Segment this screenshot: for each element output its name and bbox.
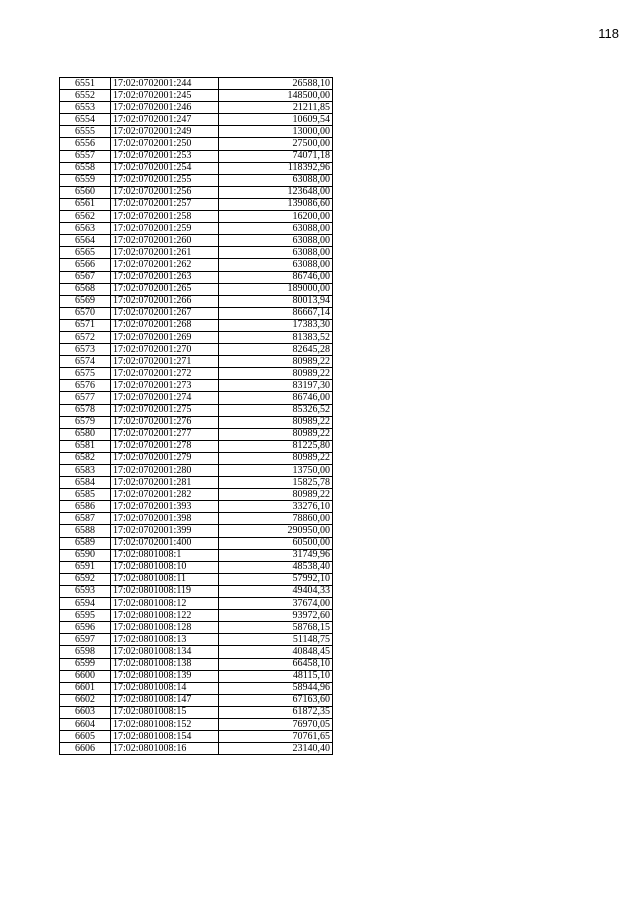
cadastral-value-cell: 31749,96	[219, 549, 333, 561]
cadastral-value-cell: 139086,60	[219, 198, 333, 210]
cadastral-value-cell: 78860,00	[219, 513, 333, 525]
cadastral-number-cell: 17:02:0801008:10	[111, 561, 219, 573]
cadastral-value-cell: 63088,00	[219, 259, 333, 271]
table-row	[60, 428, 333, 440]
cadastral-number-cell: 17:02:0702001:265	[111, 283, 219, 295]
table-row	[60, 549, 333, 561]
table-row	[60, 259, 333, 271]
cadastral-number-cell: 17:02:0801008:119	[111, 585, 219, 597]
cadastral-value-cell: 86667,14	[219, 307, 333, 319]
cadastral-value-table	[59, 77, 333, 755]
table-row	[60, 90, 333, 102]
table-row	[60, 489, 333, 501]
cadastral-number-cell: 17:02:0702001:266	[111, 295, 219, 307]
table-row	[60, 525, 333, 537]
cadastral-value-cell: 58768,15	[219, 622, 333, 634]
cadastral-value-cell: 48538,40	[219, 561, 333, 573]
cadastral-number-cell: 17:02:0801008:152	[111, 718, 219, 730]
table-row	[60, 150, 333, 162]
cadastral-value-cell: 80989,22	[219, 489, 333, 501]
row-number-cell: 6598	[60, 646, 111, 658]
cadastral-value-cell: 63088,00	[219, 174, 333, 186]
cadastral-number-cell: 17:02:0702001:272	[111, 368, 219, 380]
table-row	[60, 247, 333, 259]
table-row	[60, 138, 333, 150]
row-number-cell: 6605	[60, 731, 111, 743]
cadastral-number-cell: 17:02:0702001:247	[111, 114, 219, 126]
cadastral-number-cell: 17:02:0801008:14	[111, 682, 219, 694]
cadastral-value-cell: 13000,00	[219, 126, 333, 138]
cadastral-number-cell: 17:02:0702001:273	[111, 380, 219, 392]
row-number-cell: 6579	[60, 416, 111, 428]
row-number-cell: 6568	[60, 283, 111, 295]
row-number-cell: 6587	[60, 513, 111, 525]
cadastral-value-cell: 33276,10	[219, 501, 333, 513]
table-row	[60, 501, 333, 513]
cadastral-value-cell: 63088,00	[219, 223, 333, 235]
cadastral-value-cell: 80989,22	[219, 416, 333, 428]
cadastral-value-cell: 148500,00	[219, 90, 333, 102]
cadastral-value-cell: 81225,80	[219, 440, 333, 452]
cadastral-number-cell: 17:02:0702001:258	[111, 211, 219, 223]
cadastral-number-cell: 17:02:0702001:260	[111, 235, 219, 247]
cadastral-number-cell: 17:02:0702001:282	[111, 489, 219, 501]
table-row	[60, 223, 333, 235]
cadastral-number-cell: 17:02:0702001:256	[111, 186, 219, 198]
cadastral-number-cell: 17:02:0702001:250	[111, 138, 219, 150]
cadastral-value-cell: 93972,60	[219, 610, 333, 622]
row-number-cell: 6601	[60, 682, 111, 694]
table-row	[60, 440, 333, 452]
row-number-cell: 6595	[60, 610, 111, 622]
row-number-cell: 6558	[60, 162, 111, 174]
cadastral-number-cell: 17:02:0801008:128	[111, 622, 219, 634]
row-number-cell: 6571	[60, 319, 111, 331]
cadastral-value-cell: 10609,54	[219, 114, 333, 126]
cadastral-value-cell: 23140,40	[219, 743, 333, 755]
table-row	[60, 670, 333, 682]
row-number-cell: 6557	[60, 150, 111, 162]
row-number-cell: 6565	[60, 247, 111, 259]
cadastral-number-cell: 17:02:0801008:11	[111, 573, 219, 585]
cadastral-number-cell: 17:02:0702001:399	[111, 525, 219, 537]
row-number-cell: 6592	[60, 573, 111, 585]
table-row	[60, 235, 333, 247]
cadastral-value-cell: 82645,28	[219, 344, 333, 356]
row-number-cell: 6574	[60, 356, 111, 368]
row-number-cell: 6569	[60, 295, 111, 307]
table-row	[60, 392, 333, 404]
row-number-cell: 6554	[60, 114, 111, 126]
cadastral-number-cell: 17:02:0702001:280	[111, 465, 219, 477]
cadastral-value-cell: 48115,10	[219, 670, 333, 682]
table-row	[60, 694, 333, 706]
table-row	[60, 319, 333, 331]
table-row	[60, 743, 333, 755]
cadastral-value-cell: 80989,22	[219, 356, 333, 368]
cadastral-number-cell: 17:02:0702001:281	[111, 477, 219, 489]
cadastral-number-cell: 17:02:0702001:255	[111, 174, 219, 186]
cadastral-value-cell: 57992,10	[219, 573, 333, 585]
table-row	[60, 380, 333, 392]
table-row	[60, 416, 333, 428]
row-number-cell: 6552	[60, 90, 111, 102]
cadastral-value-cell: 80989,22	[219, 452, 333, 464]
cadastral-number-cell: 17:02:0702001:393	[111, 501, 219, 513]
row-number-cell: 6591	[60, 561, 111, 573]
row-number-cell: 6588	[60, 525, 111, 537]
cadastral-value-cell: 66458,10	[219, 658, 333, 670]
row-number-cell: 6578	[60, 404, 111, 416]
cadastral-value-cell: 40848,45	[219, 646, 333, 658]
table-body	[60, 78, 333, 755]
table-row	[60, 622, 333, 634]
cadastral-number-cell: 17:02:0702001:246	[111, 102, 219, 114]
row-number-cell: 6551	[60, 78, 111, 90]
cadastral-value-cell: 13750,00	[219, 465, 333, 477]
row-number-cell: 6573	[60, 344, 111, 356]
table-row	[60, 331, 333, 343]
cadastral-number-cell: 17:02:0702001:278	[111, 440, 219, 452]
table-row	[60, 465, 333, 477]
cadastral-number-cell: 17:02:0702001:245	[111, 90, 219, 102]
cadastral-number-cell: 17:02:0801008:15	[111, 706, 219, 718]
cadastral-value-cell: 189000,00	[219, 283, 333, 295]
cadastral-value-cell: 16200,00	[219, 211, 333, 223]
cadastral-number-cell: 17:02:0702001:269	[111, 331, 219, 343]
cadastral-number-cell: 17:02:0801008:154	[111, 731, 219, 743]
row-number-cell: 6594	[60, 598, 111, 610]
cadastral-number-cell: 17:02:0702001:398	[111, 513, 219, 525]
row-number-cell: 6576	[60, 380, 111, 392]
table-row	[60, 198, 333, 210]
row-number-cell: 6561	[60, 198, 111, 210]
table-row	[60, 658, 333, 670]
cadastral-number-cell: 17:02:0801008:13	[111, 634, 219, 646]
cadastral-number-cell: 17:02:0702001:244	[111, 78, 219, 90]
table-row	[60, 513, 333, 525]
table-row	[60, 211, 333, 223]
cadastral-number-cell: 17:02:0801008:139	[111, 670, 219, 682]
cadastral-number-cell: 17:02:0801008:138	[111, 658, 219, 670]
cadastral-number-cell: 17:02:0702001:267	[111, 307, 219, 319]
cadastral-number-cell: 17:02:0801008:122	[111, 610, 219, 622]
row-number-cell: 6604	[60, 718, 111, 730]
table-row	[60, 344, 333, 356]
cadastral-value-cell: 63088,00	[219, 247, 333, 259]
cadastral-value-cell: 17383,30	[219, 319, 333, 331]
cadastral-number-cell: 17:02:0702001:261	[111, 247, 219, 259]
cadastral-value-cell: 86746,00	[219, 392, 333, 404]
table-row	[60, 477, 333, 489]
row-number-cell: 6596	[60, 622, 111, 634]
row-number-cell: 6581	[60, 440, 111, 452]
table-row	[60, 368, 333, 380]
cadastral-value-cell: 74071,18	[219, 150, 333, 162]
cadastral-value-cell: 80013,94	[219, 295, 333, 307]
row-number-cell: 6562	[60, 211, 111, 223]
row-number-cell: 6567	[60, 271, 111, 283]
cadastral-value-cell: 27500,00	[219, 138, 333, 150]
cadastral-value-cell: 80989,22	[219, 428, 333, 440]
table-row	[60, 404, 333, 416]
row-number-cell: 6563	[60, 223, 111, 235]
row-number-cell: 6577	[60, 392, 111, 404]
row-number-cell: 6582	[60, 452, 111, 464]
cadastral-number-cell: 17:02:0702001:279	[111, 452, 219, 464]
table-row	[60, 186, 333, 198]
cadastral-value-cell: 63088,00	[219, 235, 333, 247]
table-row	[60, 598, 333, 610]
cadastral-value-cell: 76970,05	[219, 718, 333, 730]
row-number-cell: 6564	[60, 235, 111, 247]
table-row	[60, 537, 333, 549]
cadastral-number-cell: 17:02:0702001:257	[111, 198, 219, 210]
row-number-cell: 6600	[60, 670, 111, 682]
row-number-cell: 6560	[60, 186, 111, 198]
table-row	[60, 718, 333, 730]
cadastral-value-cell: 80989,22	[219, 368, 333, 380]
table-row	[60, 731, 333, 743]
cadastral-number-cell: 17:02:0702001:270	[111, 344, 219, 356]
cadastral-number-cell: 17:02:0702001:254	[111, 162, 219, 174]
cadastral-number-cell: 17:02:0702001:277	[111, 428, 219, 440]
row-number-cell: 6593	[60, 585, 111, 597]
cadastral-value-cell: 49404,33	[219, 585, 333, 597]
row-number-cell: 6597	[60, 634, 111, 646]
table-row	[60, 610, 333, 622]
table-row	[60, 271, 333, 283]
row-number-cell: 6556	[60, 138, 111, 150]
page-number: 118	[598, 26, 619, 41]
cadastral-value-cell: 15825,78	[219, 477, 333, 489]
cadastral-number-cell: 17:02:0702001:276	[111, 416, 219, 428]
cadastral-value-cell: 37674,00	[219, 598, 333, 610]
table-row	[60, 126, 333, 138]
row-number-cell: 6559	[60, 174, 111, 186]
cadastral-number-cell: 17:02:0702001:274	[111, 392, 219, 404]
table-row	[60, 356, 333, 368]
table-row	[60, 162, 333, 174]
cadastral-value-cell: 86746,00	[219, 271, 333, 283]
cadastral-value-cell: 21211,85	[219, 102, 333, 114]
cadastral-number-cell: 17:02:0801008:134	[111, 646, 219, 658]
table-row	[60, 682, 333, 694]
row-number-cell: 6599	[60, 658, 111, 670]
cadastral-number-cell: 17:02:0702001:400	[111, 537, 219, 549]
cadastral-value-cell: 58944,96	[219, 682, 333, 694]
cadastral-value-cell: 70761,65	[219, 731, 333, 743]
cadastral-number-cell: 17:02:0702001:271	[111, 356, 219, 368]
row-number-cell: 6570	[60, 307, 111, 319]
row-number-cell: 6553	[60, 102, 111, 114]
cadastral-number-cell: 17:02:0702001:262	[111, 259, 219, 271]
cadastral-number-cell: 17:02:0702001:253	[111, 150, 219, 162]
cadastral-number-cell: 17:02:0801008:1	[111, 549, 219, 561]
table-row	[60, 295, 333, 307]
row-number-cell: 6603	[60, 706, 111, 718]
row-number-cell: 6572	[60, 331, 111, 343]
cadastral-value-cell: 67163,60	[219, 694, 333, 706]
row-number-cell: 6602	[60, 694, 111, 706]
table-row	[60, 114, 333, 126]
row-number-cell: 6589	[60, 537, 111, 549]
table-row	[60, 102, 333, 114]
cadastral-number-cell: 17:02:0702001:259	[111, 223, 219, 235]
table-row	[60, 634, 333, 646]
table-row	[60, 561, 333, 573]
cadastral-value-cell: 61872,35	[219, 706, 333, 718]
cadastral-number-cell: 17:02:0801008:147	[111, 694, 219, 706]
table-row	[60, 78, 333, 90]
row-number-cell: 6580	[60, 428, 111, 440]
cadastral-value-cell: 83197,30	[219, 380, 333, 392]
table-row	[60, 452, 333, 464]
cadastral-number-cell: 17:02:0801008:12	[111, 598, 219, 610]
cadastral-value-cell: 85326,52	[219, 404, 333, 416]
table-row	[60, 585, 333, 597]
cadastral-value-cell: 290950,00	[219, 525, 333, 537]
table-row	[60, 307, 333, 319]
table-row	[60, 573, 333, 585]
cadastral-value-cell: 51148,75	[219, 634, 333, 646]
cadastral-value-cell: 60500,00	[219, 537, 333, 549]
row-number-cell: 6606	[60, 743, 111, 755]
row-number-cell: 6575	[60, 368, 111, 380]
table-row	[60, 646, 333, 658]
row-number-cell: 6585	[60, 489, 111, 501]
cadastral-number-cell: 17:02:0702001:249	[111, 126, 219, 138]
table-row	[60, 283, 333, 295]
table-row	[60, 174, 333, 186]
cadastral-number-cell: 17:02:0702001:268	[111, 319, 219, 331]
cadastral-number-cell: 17:02:0801008:16	[111, 743, 219, 755]
row-number-cell: 6586	[60, 501, 111, 513]
cadastral-value-cell: 26588,10	[219, 78, 333, 90]
cadastral-value-cell: 123648,00	[219, 186, 333, 198]
row-number-cell: 6590	[60, 549, 111, 561]
cadastral-value-cell: 81383,52	[219, 331, 333, 343]
row-number-cell: 6566	[60, 259, 111, 271]
row-number-cell: 6555	[60, 126, 111, 138]
cadastral-value-cell: 118392,96	[219, 162, 333, 174]
row-number-cell: 6584	[60, 477, 111, 489]
row-number-cell: 6583	[60, 465, 111, 477]
table-row	[60, 706, 333, 718]
cadastral-number-cell: 17:02:0702001:263	[111, 271, 219, 283]
cadastral-number-cell: 17:02:0702001:275	[111, 404, 219, 416]
